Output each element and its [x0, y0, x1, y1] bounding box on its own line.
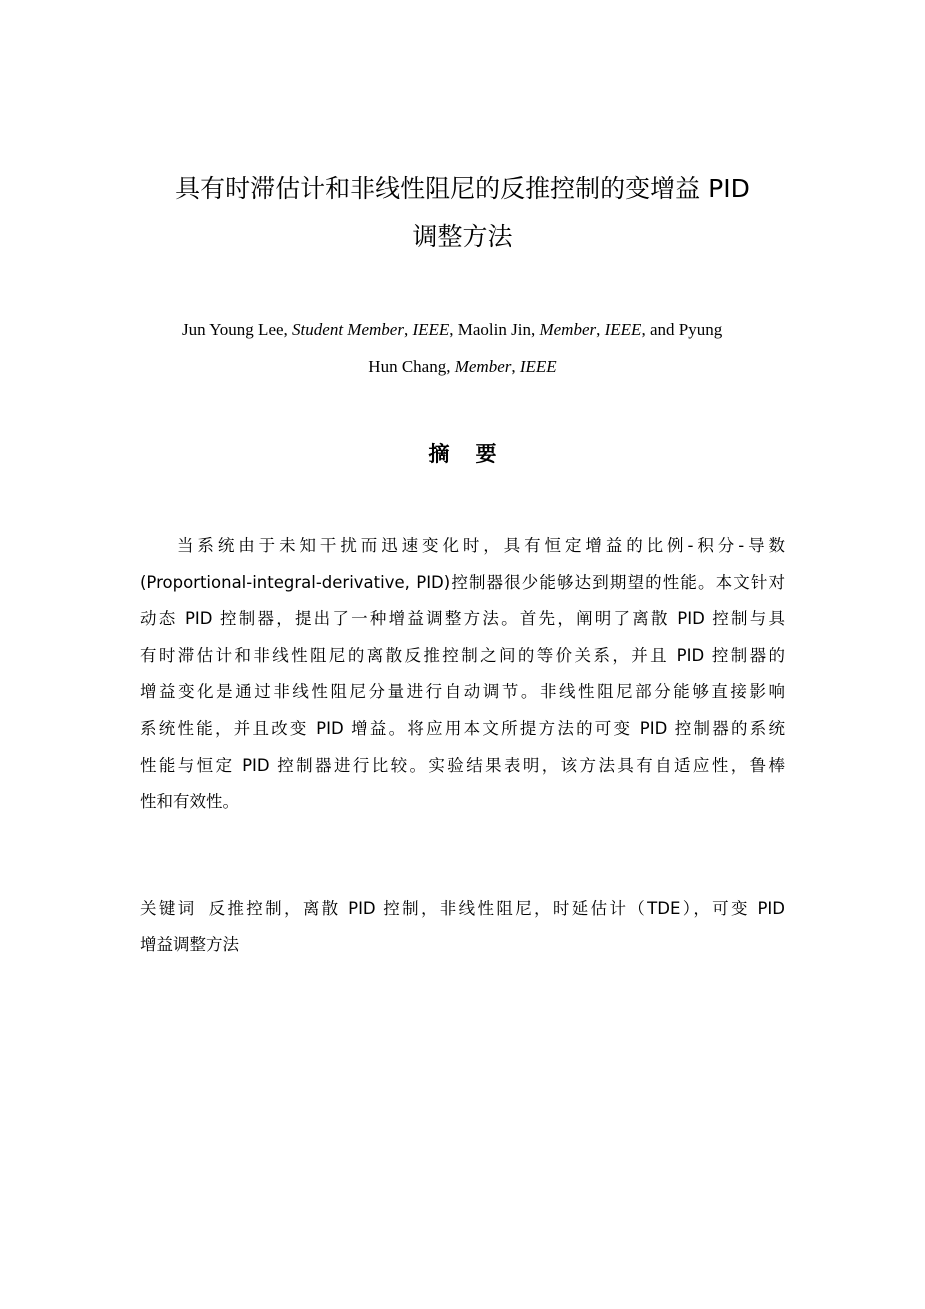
author-org: IEEE	[519, 357, 557, 376]
author-line	[140, 348, 785, 385]
author-org: IEEE	[604, 320, 642, 339]
title-line: 调整方法	[412, 222, 513, 251]
keywords-label: 关键词	[140, 899, 197, 918]
keywords-line	[140, 891, 785, 927]
author-name: , Maolin Jin,	[449, 320, 540, 339]
author-name: Hun Chang,	[368, 357, 455, 376]
separator: ,	[596, 320, 605, 339]
abstract-line: 性能与恒定 PID 控制器进行比较。实验结果表明，该方法具有自适应性，鲁棒	[140, 755, 785, 775]
abstract-line: 有时滞估计和非线性阻尼的离散反推控制之间的等价关系，并且 PID 控制器的	[140, 645, 785, 665]
abstract-line: 当系统由于未知干扰而迅速变化时，具有恒定增益的比例-积分-导数	[177, 536, 785, 555]
keywords-section	[140, 891, 785, 963]
abstract-line: 增益变化是通过非线性阻尼分量进行自动调节。非线性阻尼部分能够直接影响	[140, 682, 785, 702]
keywords-text: 反推控制，离散 PID 控制，非线性阻尼，时延估计（TDE），可变 PID	[208, 899, 785, 918]
paper-title	[120, 165, 805, 261]
abstract-heading: 摘要	[428, 442, 523, 466]
author-name: , and Pyung	[641, 320, 723, 339]
author-line	[140, 311, 785, 348]
abstract-line: 动态 PID 控制器，提出了一种增益调整方法。首先，阐明了离散 PID 控制与具	[140, 609, 785, 629]
abstract-line: 系统性能，并且改变 PID 增益。将应用本文所提方法的可变 PID 控制器的系统	[140, 718, 785, 738]
keywords-line: 增益调整方法	[140, 935, 239, 954]
author-org: IEEE	[412, 320, 450, 339]
author-role: Member	[454, 357, 512, 376]
author-name: Jun Young Lee,	[182, 320, 293, 339]
author-list	[140, 311, 785, 385]
abstract-line: 性和有效性。	[140, 792, 239, 812]
separator: ,	[511, 357, 520, 376]
author-role: Member	[539, 320, 597, 339]
author-role: Student Member	[292, 320, 404, 339]
title-line: 具有时滞估计和非线性阻尼的反推控制的变增益 PID	[175, 174, 750, 203]
abstract-body	[140, 528, 785, 821]
abstract-line: (Proportional-integral-derivative, PID)控制器很少能够达到期望的性能。本文针对	[140, 572, 785, 592]
separator: ,	[403, 320, 413, 339]
